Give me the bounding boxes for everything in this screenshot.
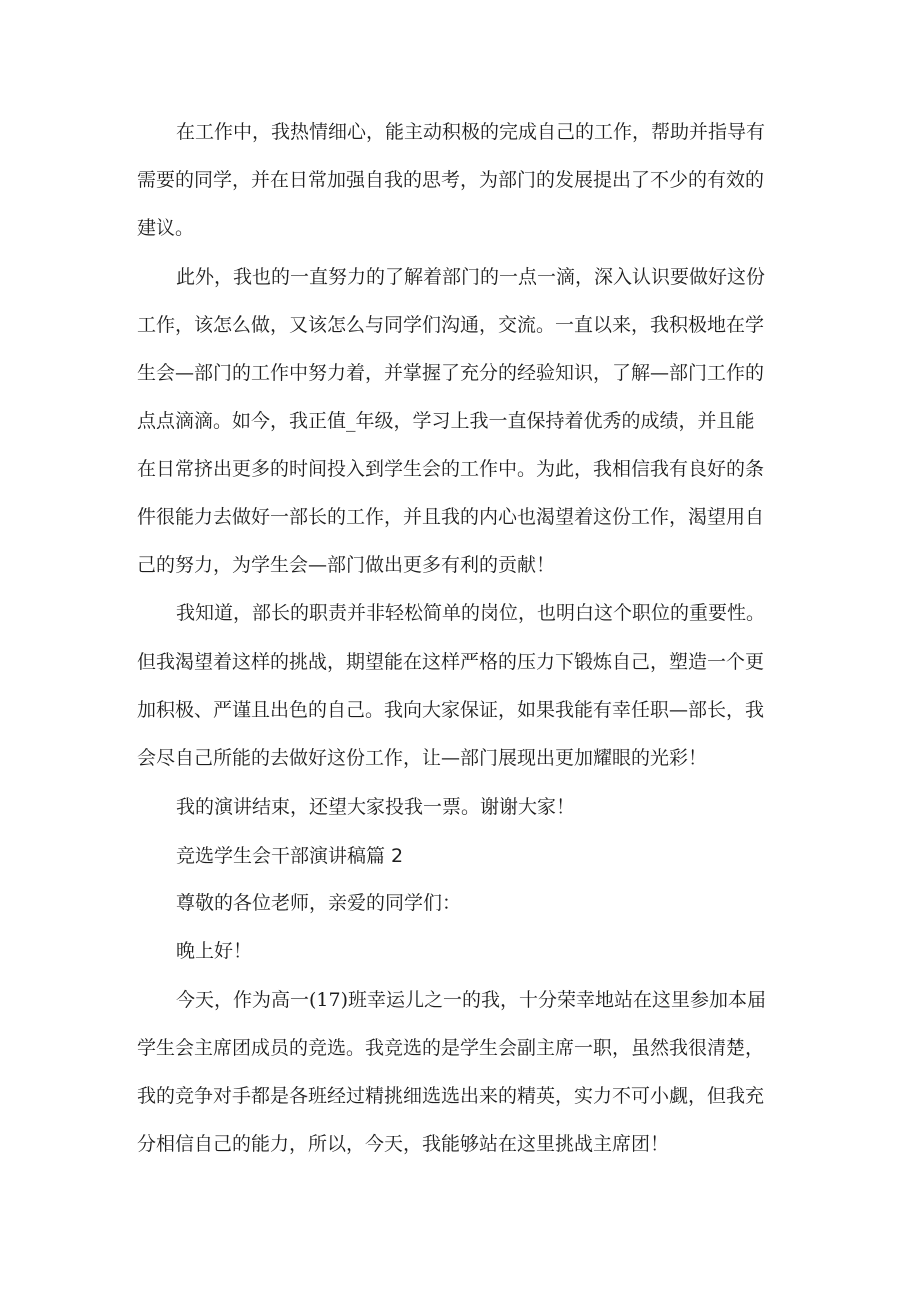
paragraph-line: 我知道，部长的职责并非轻松简单的岗位，也明白这个职位的重要性。 — [176, 602, 766, 624]
paragraph-line: 分相信自己的能力，所以，今天，我能够站在这里挑战主席团！ — [137, 1133, 670, 1155]
section-heading: 竞选学生会干部演讲稿篇 2 — [176, 845, 404, 867]
paragraph-line: 在工作中，我热情细心，能主动积极的完成自己的工作，帮助并指导有 — [176, 121, 766, 143]
paragraph-line: 工作，该怎么做，又该怎么与同学们沟通，交流。一直以来，我积极地在学 — [137, 314, 765, 336]
paragraph-line: 件很能力去做好一部长的工作，并且我的内心也渴望着这份工作，渴望用自 — [137, 506, 765, 528]
paragraph-line: 生会—部门的工作中努力着，并掌握了充分的经验知识，了解—部门工作的 — [137, 362, 765, 384]
paragraph-line: 需要的同学，并在日常加强自我的思考，为部门的发展提出了不少的有效的 — [137, 169, 765, 191]
paragraph-line: 但我渴望着这样的挑战，期望能在这样严格的压力下锻炼自己，塑造一个更 — [137, 651, 765, 673]
paragraph-line: 点点滴滴。如今，我正值_年级，学习上我一直保持着优秀的成绩，并且能 — [137, 410, 755, 432]
paragraph-line: 我的演讲结束，还望大家投我一票。谢谢大家！ — [176, 796, 576, 818]
paragraph-line: 我的竞争对手都是各班经过精挑细选选出来的精英，实力不可小觑，但我充 — [137, 1085, 765, 1107]
paragraph-line: 学生会主席团成员的竞选。我竞选的是学生会副主席一职，虽然我很清楚， — [137, 1037, 765, 1059]
paragraph-line: 建议。 — [137, 217, 195, 239]
paragraph-line: 此外，我也的一直努力的了解着部门的一点一滴，深入认识要做好这份 — [176, 266, 766, 288]
paragraph-line: 在日常挤出更多的时间投入到学生会的工作中。为此，我相信我有良好的条 — [137, 458, 765, 480]
paragraph-line: 会尽自己所能的去做好这份工作，让—部门展现出更加耀眼的光彩！ — [137, 747, 708, 769]
salutation-line: 尊敬的各位老师，亲爱的同学们： — [176, 892, 462, 914]
paragraph-line: 今天，作为高一(17)班幸运儿之一的我，十分荣幸地站在这里参加本届 — [176, 989, 767, 1011]
greeting-line: 晚上好！ — [176, 940, 253, 962]
paragraph-line: 己的努力，为学生会—部门做出更多有利的贡献！ — [137, 554, 556, 576]
paragraph-line: 加积极、严谨且出色的自己。我向大家保证，如果我能有幸任职—部长，我 — [137, 699, 765, 721]
